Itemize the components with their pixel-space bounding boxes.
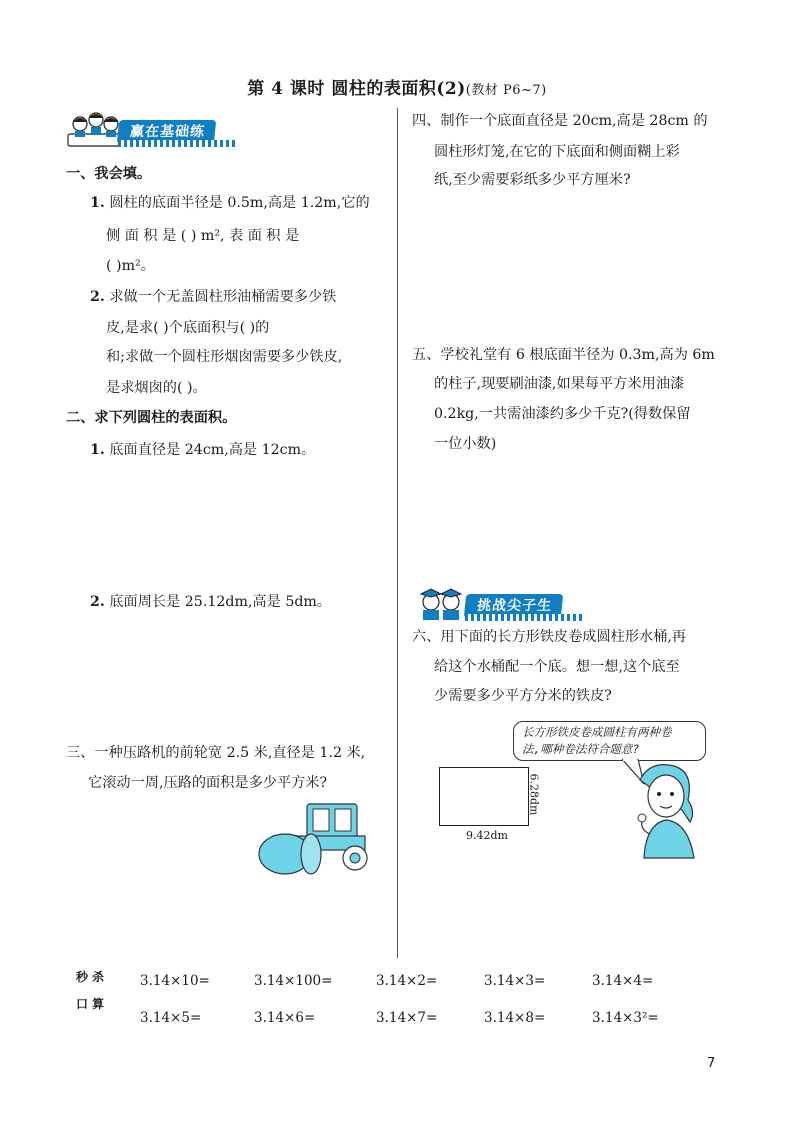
banner-basic-stripe xyxy=(118,140,238,147)
q2-line-4: 是求烟囱的( )。 xyxy=(106,380,207,396)
banner-challenge xyxy=(413,584,603,622)
q1-number: 1. xyxy=(90,195,105,211)
section-5-line-3: 0.2kg,一共需油漆约多少千克?(得数保留 xyxy=(434,406,691,422)
banner-basic xyxy=(66,110,256,148)
hint-speech-bubble xyxy=(513,721,706,761)
problem-1-text: 底面直径是 24cm,高是 12cm。 xyxy=(109,442,316,458)
calc-r1-c3: 3.14×2= xyxy=(376,973,438,989)
section-3-line-2: 它滚动一周,压路的面积是多少平方米? xyxy=(88,775,328,791)
calc-r2-c4: 3.14×8= xyxy=(484,1010,546,1026)
hint-line-2: 法,哪种卷法符合题意? xyxy=(522,742,640,756)
page-number: 7 xyxy=(707,1056,716,1071)
q1-line-3: ( )m²。 xyxy=(106,258,155,274)
section-5-line-1: 五、学校礼堂有 6 根底面半径为 0.3m,高为 6m xyxy=(412,347,715,363)
section-6-line-2: 给这个水桶配一个底。想一想,这个底至 xyxy=(434,659,680,675)
oral-label-2: 口算 xyxy=(76,997,109,1011)
q2-line-3: 和;求做一个圆柱形烟囱需要多少铁皮, xyxy=(106,349,343,365)
banner-challenge-stripe xyxy=(465,614,585,621)
problem-2-number: 2. xyxy=(90,594,105,610)
q1-text-1: 圆柱的底面半径是 0.5m,高是 1.2m,它的 xyxy=(109,195,370,211)
section-4-line-1: 四、制作一个底面直径是 20cm,高是 28cm 的 xyxy=(412,113,708,129)
banner-challenge-label: 挑战尖子生 xyxy=(464,594,564,618)
page-title xyxy=(0,74,794,99)
textbook-ref: (教材 P6~7) xyxy=(465,83,547,98)
students-illustration-icon xyxy=(66,110,124,150)
section-2-heading: 二、求下列圆柱的表面积。 xyxy=(66,410,237,426)
q2-line-2: 皮,是求( )个底面积与( )的 xyxy=(106,320,270,336)
oral-calc-label xyxy=(76,968,108,1012)
section-3-line-1: 三、一种压路机的前轮宽 2.5 米,直径是 1.2 米, xyxy=(66,745,366,761)
hint-line-1: 长方形铁皮卷成圆柱有两种卷 xyxy=(522,725,672,739)
q2-text-1: 求做一个无盖圆柱形油桶需要多少铁 xyxy=(109,289,337,305)
problem-2-text: 底面周长是 25.12dm,高是 5dm。 xyxy=(109,594,332,610)
problem-1 xyxy=(90,440,315,460)
lesson-title: 第 4 课时 圆柱的表面积(2) xyxy=(247,79,466,99)
girl-illustration-icon xyxy=(630,760,710,860)
calc-r1-c1: 3.14×10= xyxy=(140,973,210,989)
section-5-line-4: 一位小数) xyxy=(434,436,497,452)
column-divider xyxy=(397,108,398,958)
rect-width-label: 9.42dm xyxy=(466,829,508,842)
calc-r1-c2: 3.14×100= xyxy=(254,973,333,989)
problem-1-number: 1. xyxy=(90,442,105,458)
calc-r2-c1: 3.14×5= xyxy=(140,1010,202,1026)
graduates-illustration-icon xyxy=(413,584,471,624)
oral-label-1: 秒杀 xyxy=(76,970,109,984)
calc-r1-c5: 3.14×4= xyxy=(592,973,654,989)
rect-height-label: 6.28dm xyxy=(527,773,541,816)
section-6-line-1: 六、用下面的长方形铁皮卷成圆柱形水桶,再 xyxy=(412,629,687,645)
calc-r2-c2: 3.14×6= xyxy=(254,1010,316,1026)
problem-2 xyxy=(90,592,331,612)
calc-r2-c5: 3.14×3²= xyxy=(592,1010,659,1026)
q2-number: 2. xyxy=(90,289,105,305)
q1-line-1 xyxy=(90,193,370,213)
calc-r2-c3: 3.14×7= xyxy=(376,1010,438,1026)
banner-basic-label: 赢在基础练 xyxy=(117,120,217,144)
q1-line-2: 侧 面 积 是 ( ) m², 表 面 积 是 xyxy=(106,228,300,244)
section-4-line-2: 圆柱形灯笼,在它的下底面和侧面糊上彩 xyxy=(434,144,680,160)
iron-sheet-rectangle xyxy=(439,767,529,826)
section-6-line-3: 少需要多少平方分米的铁皮? xyxy=(434,688,612,704)
section-1-heading: 一、我会填。 xyxy=(66,166,152,182)
section-4-line-3: 纸,至少需要彩纸多少平方厘米? xyxy=(434,172,631,188)
q2-line-1 xyxy=(90,287,336,307)
calc-r1-c4: 3.14×3= xyxy=(484,973,546,989)
road-roller-icon xyxy=(255,800,380,878)
section-5-line-2: 的柱子,现要刷油漆,如果每平方米用油漆 xyxy=(434,376,685,392)
